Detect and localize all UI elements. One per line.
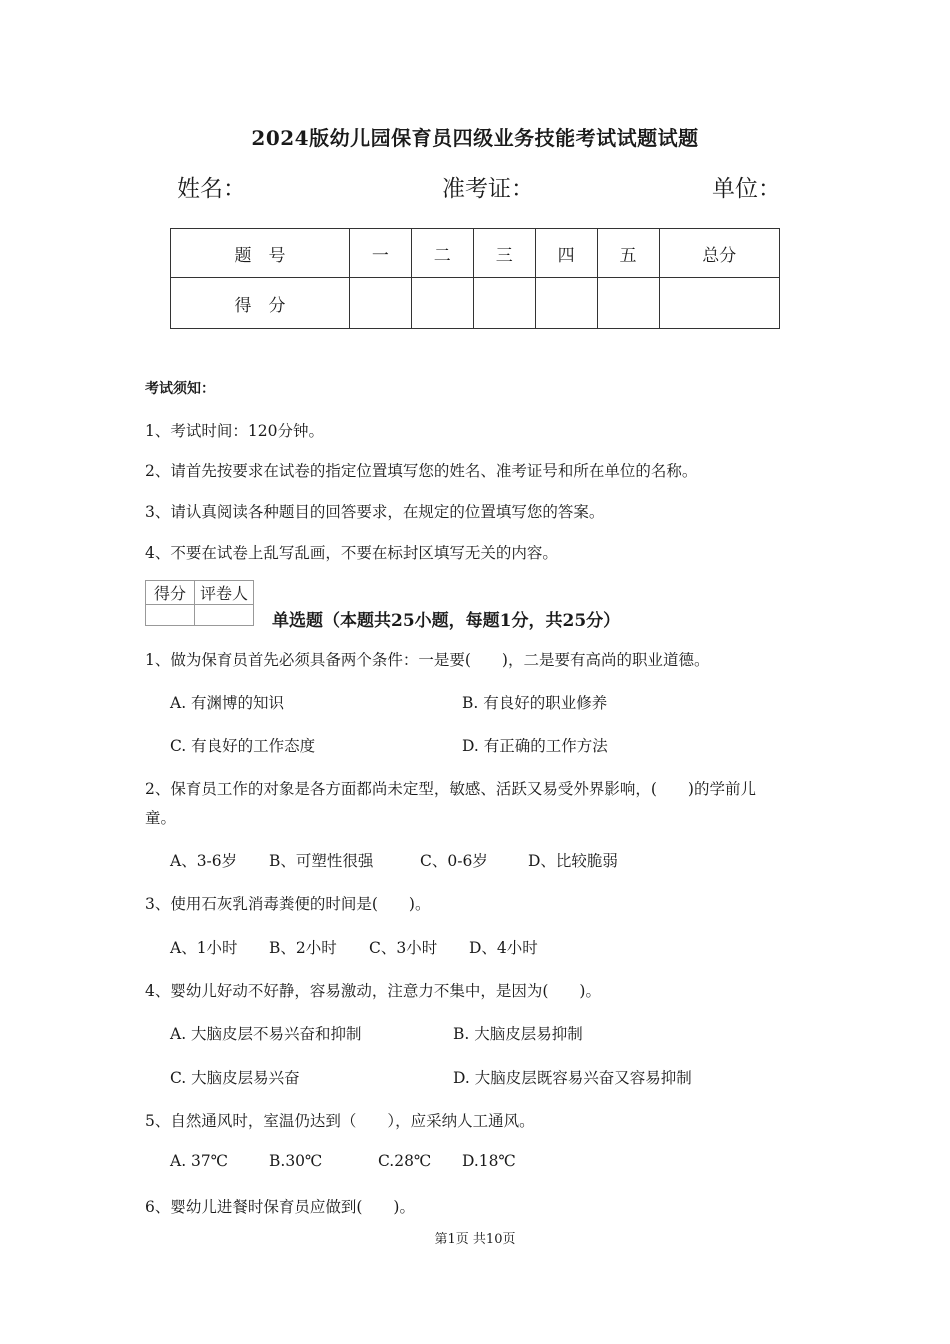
score-table-score-row <box>171 278 780 329</box>
question-stem: 3、使用石灰乳消毒粪便的时间是( )。 <box>145 895 431 913</box>
score-input-cell[interactable] <box>473 278 535 329</box>
option: D、4小时 <box>469 939 538 957</box>
option: A. 大脑皮层不易兴奋和抑制 <box>170 1025 362 1043</box>
question-stem: 6、婴幼儿进餐时保育员应做到( )。 <box>145 1198 415 1216</box>
notice-item: 3、请认真阅读各种题目的回答要求，在规定的位置填写您的答案。 <box>145 503 605 521</box>
question-stem: 1、做为保育员首先必须具备两个条件：一是要( )，二是要有高尚的职业道德。 <box>145 651 710 669</box>
option: B、2小时 <box>269 939 337 957</box>
option: B、可塑性很强 <box>269 852 374 870</box>
option: A. 有渊博的知识 <box>170 694 285 712</box>
option: D、比较脆弱 <box>528 852 618 870</box>
score-input-cell[interactable] <box>411 278 473 329</box>
option: B. 有良好的职业修养 <box>462 694 608 712</box>
question-stem: 5、自然通风时，室温仍达到（ ），应采纳人工通风。 <box>145 1112 535 1130</box>
option: C、3小时 <box>369 939 438 957</box>
score-table-cell: 二 <box>411 229 473 278</box>
option: C.28℃ <box>378 1152 432 1170</box>
unit-field-label: 单位： <box>712 176 781 202</box>
option: D. 有正确的工作方法 <box>462 737 608 755</box>
exam-number-field-label: 准考证： <box>442 176 534 202</box>
section-title: 单选题（本题共25小题，每题1分，共25分） <box>272 611 621 631</box>
page-footer: 第1页 共10页 <box>434 1232 516 1247</box>
score-table-cell: 总分 <box>659 229 779 278</box>
option: A、3-6岁 <box>170 852 238 870</box>
question-stem-continued: 童。 <box>145 809 177 827</box>
grader-score-label: 得分 <box>146 581 195 605</box>
question-stem: 4、婴幼儿好动不好静，容易激动，注意力不集中，是因为( )。 <box>145 982 601 1000</box>
notice-item: 1、考试时间：120分钟。 <box>145 422 324 440</box>
grader-name-label: 评卷人 <box>195 581 254 605</box>
option: A、1小时 <box>170 939 238 957</box>
option: C. 有良好的工作态度 <box>170 737 316 755</box>
page-title: 2024版幼儿园保育员四级业务技能考试试题试题 <box>251 126 699 150</box>
grader-score-cell[interactable] <box>146 605 195 626</box>
grader-name-cell[interactable] <box>195 605 254 626</box>
notice-heading: 考试须知： <box>145 381 215 397</box>
notice-item: 2、请首先按要求在试卷的指定位置填写您的姓名、准考证号和所在单位的名称。 <box>145 462 698 480</box>
score-table-cell: 五 <box>597 229 659 278</box>
score-input-cell[interactable] <box>349 278 411 329</box>
option: A. 37℃ <box>170 1152 229 1170</box>
score-table-cell: 三 <box>473 229 535 278</box>
grader-box <box>145 580 254 626</box>
option: B. 大脑皮层易抑制 <box>453 1025 583 1043</box>
score-table-cell: 四 <box>535 229 597 278</box>
question-stem: 2、保育员工作的对象是各方面都尚未定型，敏感、活跃又易受外界影响，( )的学前儿 <box>145 780 756 798</box>
score-input-cell[interactable] <box>659 278 779 329</box>
score-table <box>170 228 780 329</box>
score-input-cell[interactable] <box>597 278 659 329</box>
score-table-header-row <box>171 229 780 278</box>
option: C. 大脑皮层易兴奋 <box>170 1069 300 1087</box>
option: D.18℃ <box>462 1152 516 1170</box>
score-table-cell: 一 <box>349 229 411 278</box>
score-table-cell: 得 分 <box>171 278 350 329</box>
score-table-cell: 题 号 <box>171 229 350 278</box>
notice-item: 4、不要在试卷上乱写乱画，不要在标封区填写无关的内容。 <box>145 544 558 562</box>
option: C、0-6岁 <box>420 852 488 870</box>
option: D. 大脑皮层既容易兴奋又容易抑制 <box>453 1069 692 1087</box>
option: B.30℃ <box>269 1152 323 1170</box>
score-input-cell[interactable] <box>535 278 597 329</box>
name-field-label: 姓名： <box>177 176 246 202</box>
